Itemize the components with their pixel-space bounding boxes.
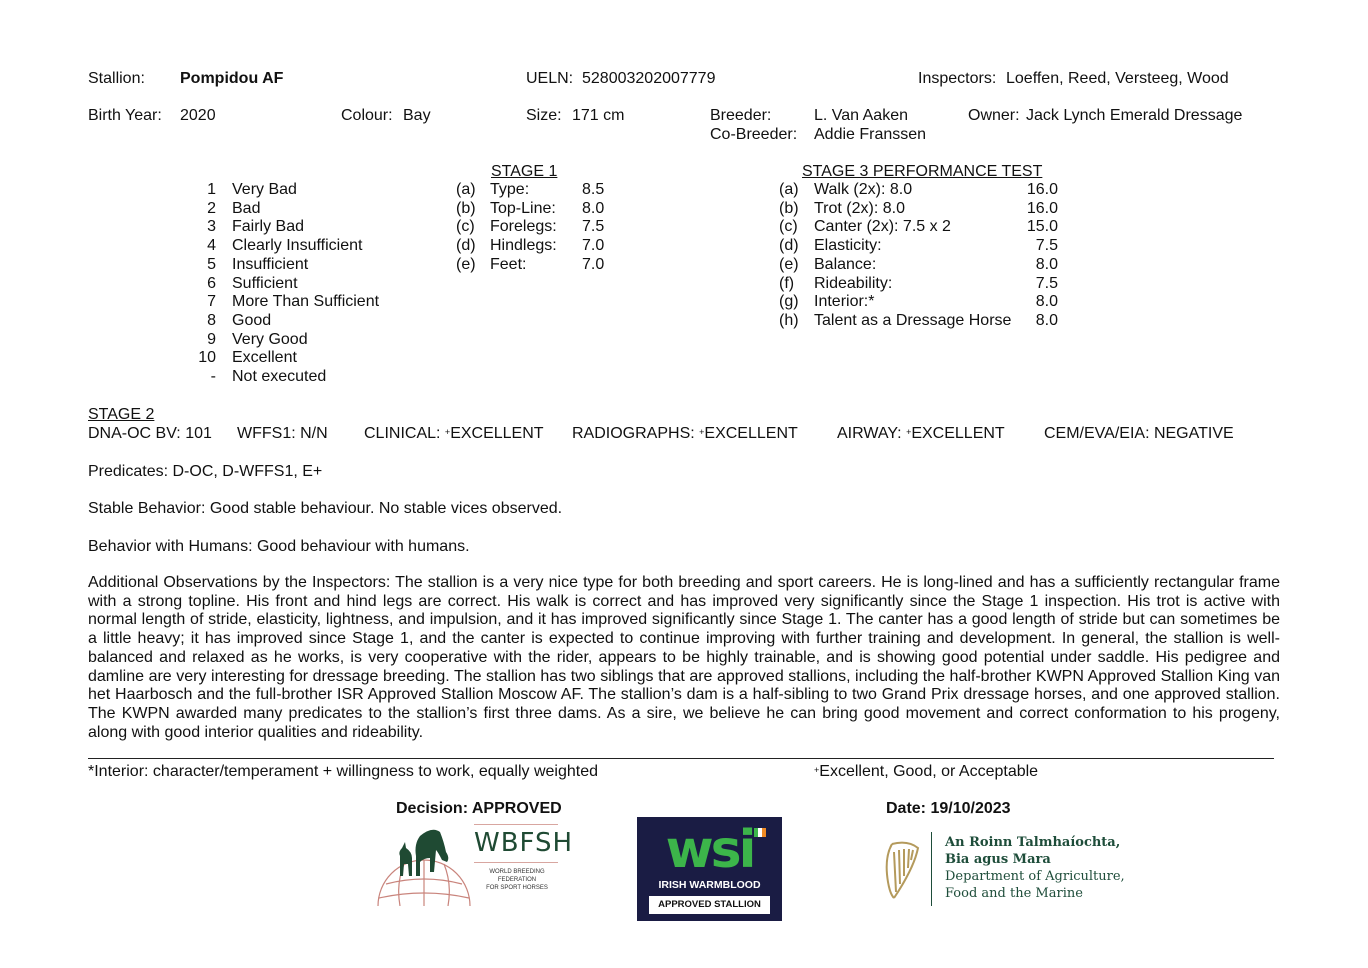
stage1-title: STAGE 1	[491, 163, 558, 180]
breeder-value: L. Van Aaken	[814, 107, 908, 124]
item-name: Balance:	[814, 255, 877, 273]
item-score: 8.5	[582, 181, 605, 198]
wbfsh-logo	[374, 822, 574, 906]
item-name: Interior:*	[814, 293, 875, 311]
colour-value: Bay	[403, 107, 431, 124]
scale-label: Not executed	[232, 368, 327, 385]
co-breeder-label: Co-Breeder:	[710, 126, 798, 143]
scale-number: -	[210, 368, 216, 385]
scale-number: 8	[207, 311, 216, 329]
scale-number: 1	[207, 181, 216, 198]
item-name: Elasticity:	[814, 237, 882, 255]
birth-year-label: Birth Year:	[88, 107, 162, 124]
scale-label: Very Good	[232, 330, 308, 348]
wsi-title: wsi	[665, 820, 754, 880]
item-score: 7.5	[1035, 237, 1058, 255]
scale-number: 4	[207, 237, 216, 255]
scale-number: 5	[207, 255, 216, 273]
stage1-item	[456, 200, 604, 219]
stage3-item	[779, 181, 1058, 200]
globe-horses-icon	[374, 822, 474, 906]
wbfsh-title: WBFSH	[474, 828, 574, 858]
item-name: Walk (2x): 8.0	[814, 181, 913, 198]
decision: Decision: APPROVED	[396, 800, 562, 817]
stage1-item	[456, 256, 604, 275]
item-name: Trot (2x): 8.0	[814, 199, 905, 217]
scale-label: More Than Sufficient	[232, 293, 380, 311]
stage1-item	[456, 237, 604, 256]
owner-label: Owner:	[968, 107, 1020, 124]
scale-number: 6	[207, 274, 216, 292]
wsi-approved-badge: APPROVED STALLION	[649, 896, 770, 914]
scale-number: 10	[198, 349, 216, 367]
scale-number: 2	[207, 199, 216, 217]
item-letter: (a)	[456, 181, 476, 198]
scale-number: 7	[207, 293, 216, 311]
item-name: Canter (2x): 7.5 x 2	[814, 218, 951, 236]
item-score: 7.5	[1035, 274, 1058, 292]
item-score: 7.5	[582, 218, 605, 236]
scale-item	[182, 275, 298, 294]
radiographs: RADIOGRAPHS: +EXCELLENT	[572, 425, 798, 442]
stage3-item	[779, 237, 1058, 256]
stage3-item	[779, 275, 1058, 294]
scale-item	[182, 181, 297, 200]
scale-label: Sufficient	[232, 274, 298, 292]
inspectors-value: Loeffen, Reed, Versteeg, Wood	[1006, 70, 1229, 87]
stage3-item	[779, 218, 1058, 237]
item-score: 7.0	[582, 255, 605, 273]
item-name: Talent as a Dressage Horse	[814, 311, 1012, 329]
item-score: 16.0	[1026, 199, 1058, 217]
item-name: Feet:	[490, 255, 527, 273]
stage3-item	[779, 293, 1058, 312]
owner-value: Jack Lynch Emerald Dressage	[1026, 107, 1243, 124]
item-score: 7.0	[582, 237, 605, 255]
item-letter: (b)	[456, 199, 476, 217]
department-logo	[878, 832, 1128, 908]
scale-label: Fairly Bad	[232, 218, 305, 236]
stage3-title: STAGE 3 PERFORMANCE TEST	[802, 163, 1043, 180]
birth-year-value: 2020	[180, 107, 216, 124]
item-letter: (d)	[779, 237, 799, 255]
scale-number: 3	[207, 218, 216, 236]
colour-label: Colour:	[341, 107, 393, 124]
item-name: Hindlegs:	[490, 237, 557, 255]
wsi-logo	[637, 817, 782, 921]
wbfsh-subtitle: WORLD BREEDING FEDERATION FOR SPORT HORSES	[486, 869, 548, 891]
item-score: 16.0	[1026, 181, 1058, 198]
item-score: 15.0	[1026, 218, 1058, 236]
item-letter: (c)	[779, 218, 798, 236]
wsi-subtitle: IRISH WARMBLOOD	[658, 879, 761, 891]
ueln-label: UELN:	[526, 70, 574, 87]
scale-label: Good	[232, 311, 272, 329]
item-letter: (d)	[456, 237, 476, 255]
item-name: Rideability:	[814, 274, 893, 292]
grades-footnote: +Excellent, Good, or Acceptable	[814, 763, 1039, 780]
scale-label: Bad	[232, 199, 261, 217]
scale-label: Very Bad	[232, 181, 297, 198]
scale-item	[182, 256, 308, 275]
item-name: Top-Line:	[490, 199, 556, 217]
dna-oc-bv: DNA-OC BV: 101	[88, 425, 212, 442]
item-letter: (b)	[779, 199, 799, 217]
ueln-value: 528003202007779	[582, 70, 716, 87]
co-breeder-value: Addie Franssen	[814, 126, 927, 143]
item-letter: (h)	[779, 311, 799, 329]
clinical: CLINICAL: +EXCELLENT	[364, 425, 544, 442]
item-score: 8.0	[582, 199, 605, 217]
scale-item	[182, 312, 271, 331]
stage3-item	[779, 200, 1058, 219]
scale-label: Excellent	[232, 349, 297, 367]
predicates: Predicates: D-OC, D-WFFS1, E+	[88, 463, 323, 480]
item-letter: (a)	[779, 181, 799, 198]
stage3-item	[779, 256, 1058, 275]
department-name: An Roinn Talmhaíochta, Bia agus Mara Department of Agriculture, Food and the Marine	[945, 835, 1125, 901]
item-score: 8.0	[1035, 311, 1058, 329]
stage2-title: STAGE 2	[88, 406, 155, 423]
stable-behavior: Stable Behavior: Good stable behaviour. No stable vices observed.	[88, 500, 563, 517]
item-letter: (g)	[779, 293, 799, 311]
scale-number: 9	[207, 330, 216, 348]
scale-item	[182, 237, 362, 256]
airway: AIRWAY: +EXCELLENT	[837, 425, 1005, 442]
size-label: Size:	[526, 107, 562, 124]
scale-item	[182, 349, 297, 368]
harp-icon	[880, 838, 924, 902]
stage3-item	[779, 312, 1058, 331]
item-letter: (e)	[456, 255, 476, 273]
inspectors-label: Inspectors:	[918, 70, 997, 87]
wffs1: WFFS1: N/N	[237, 425, 328, 442]
item-name: Forelegs:	[490, 218, 557, 236]
scale-item	[182, 331, 308, 350]
scale-item	[182, 368, 326, 387]
scale-item	[182, 293, 379, 312]
scale-label: Insufficient	[232, 255, 309, 273]
footnote-divider	[88, 758, 1274, 759]
date: Date: 19/10/2023	[886, 800, 1011, 817]
scale-label: Clearly Insufficient	[232, 237, 363, 255]
stallion-name: Pompidou AF	[180, 70, 284, 87]
interior-footnote: *Interior: character/temperament + willingness to work, equally weighted	[88, 763, 599, 780]
stage1-item	[456, 218, 604, 237]
inspector-observations: Additional Observations by the Inspectors: The stallion is a very nice type for both breeding and sport careers. He is long-lined and has a sufficiently rectangular frame with a strong topline. His front and hind legs are correct. His walk is correct and has improved very significantly since the Stage 1 inspection. His trot is active with normal length of stride, elasticity, lightness, and impulsion, and it has improved significantly since Stage 1. The canter has a good length of stride but can sometimes be a little heavy; it has improved since Stage 1, and the canter is expected to continue improving with further training and development. In general, the stallion is well-balanced and relaxed as he works, is very cooperative with the rider, appears to be highly trainable, and is showing good potential under saddle. His pedigree and damline are very interesting for dressage breeding. The stallion has two siblings that are approved stallions, including the half-brother KWPN Approved Stallion King van het Haarbosch and the full-brother ISR Approved Stallion Moscow AF. The stallion’s dam is a half-sibling to two Grand Prix dressage horses, and one approved stallion. The KWPN awarded many predicates to the stallion’s first three dams. As a sire, we believe he can bring good movement and correct conformation to his progeny, along with good interior qualities and rideability.	[88, 574, 1280, 741]
stallion-label: Stallion:	[88, 70, 145, 87]
cem-eva-eia: CEM/EVA/EIA: NEGATIVE	[1044, 425, 1234, 442]
item-score: 8.0	[1035, 293, 1058, 311]
breeder-label: Breeder:	[710, 107, 772, 124]
item-letter: (f)	[779, 274, 795, 292]
item-letter: (e)	[779, 255, 799, 273]
size-value: 171 cm	[572, 107, 625, 124]
item-score: 8.0	[1035, 255, 1058, 273]
item-name: Type:	[490, 181, 530, 198]
item-letter: (c)	[456, 218, 475, 236]
behavior-with-humans: Behavior with Humans: Good behaviour with humans.	[88, 538, 470, 555]
scale-item	[182, 200, 260, 219]
scale-item	[182, 218, 304, 237]
stage1-item	[456, 181, 604, 200]
